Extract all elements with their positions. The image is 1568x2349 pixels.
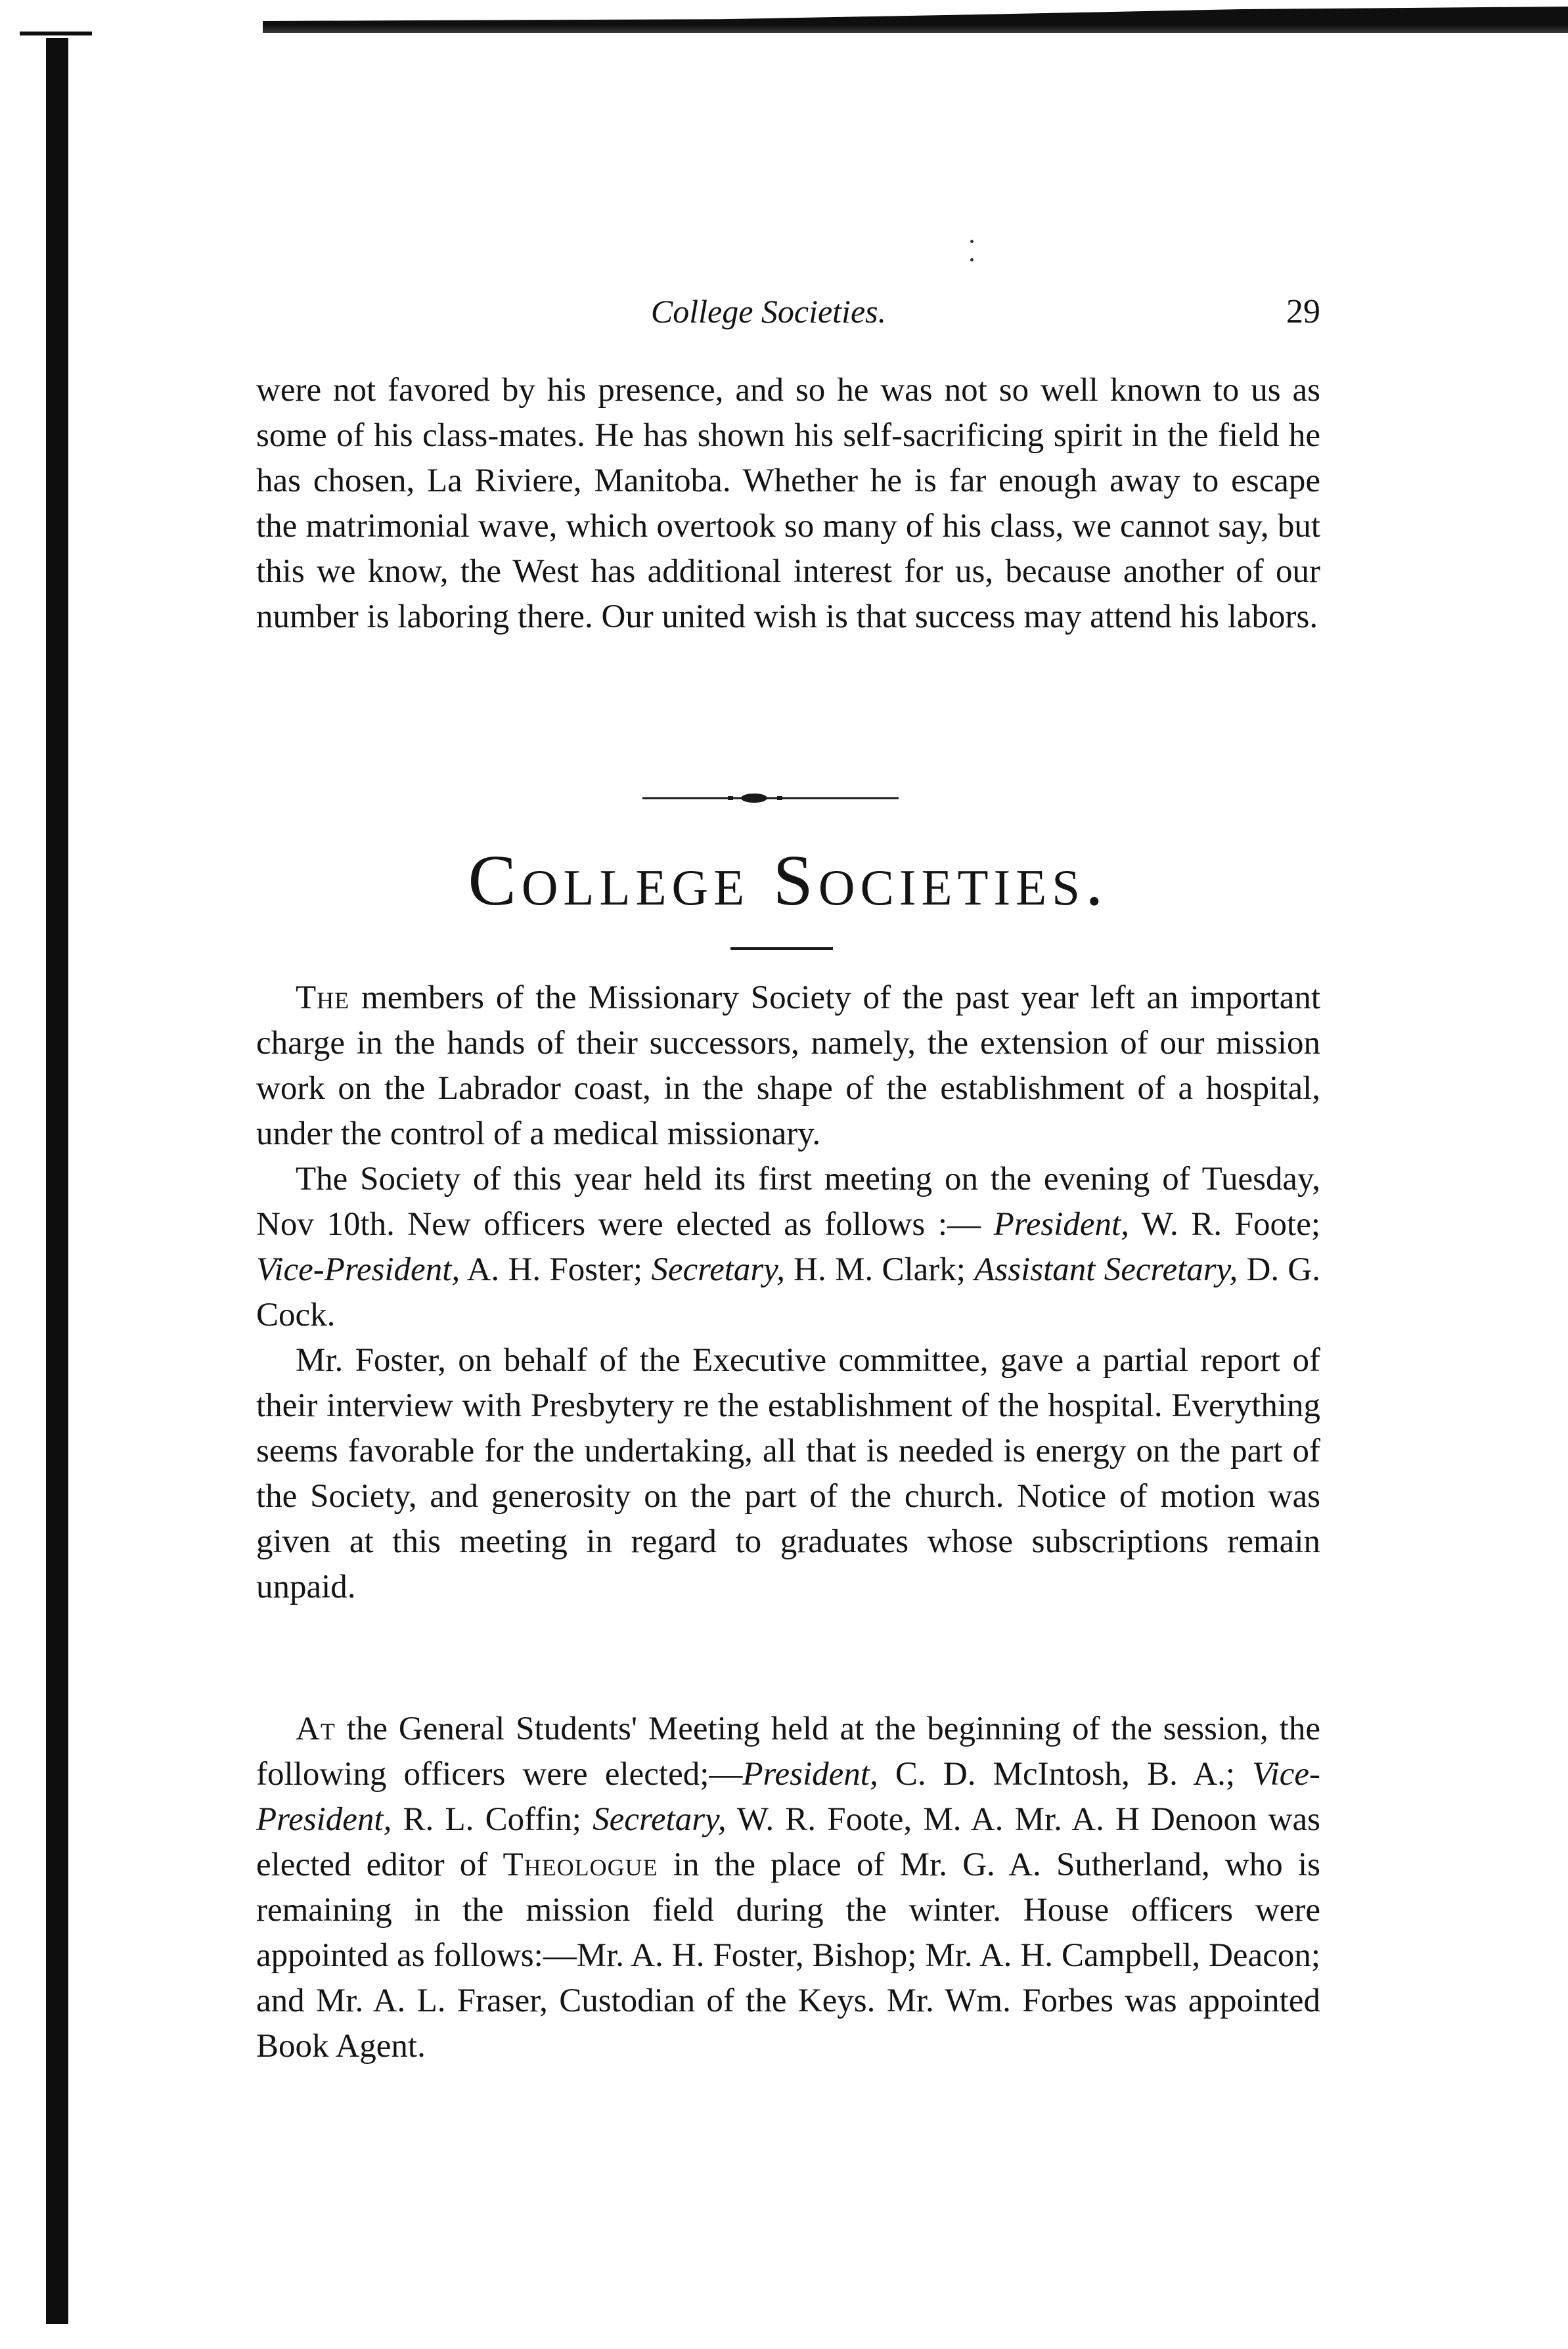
officer-name: H. M. Clark; [784, 1251, 975, 1288]
running-header [256, 292, 1320, 351]
paragraph-text: members of the Missionary Society of the past year left an important charge in the hands of their successors, namely, the extension of our mission work on the Labrador coast, in the shape of the establishment of a hospital, under the control of a medical missionary. [256, 979, 1320, 1152]
office-title: Vice-President, [256, 1251, 460, 1288]
scan-speck [970, 240, 974, 243]
office-title: President, [993, 1206, 1129, 1243]
lead-word: At [296, 1711, 336, 1747]
office-title: Secretary, [651, 1251, 785, 1288]
paragraph: Mr. Foster, on behalf of the Executive committee, gave a partial report of their interview with Presbytery re the establishment of the hospital. Everything seems favorable for the undertaking, all that is needed is energy on the part of the Society, and generosity on the part of the church. Notice of motion was given at this meeting in regard to graduates whose subscriptions remain unpaid. [256, 1342, 1320, 1605]
office-title: Secretary, [593, 1801, 727, 1838]
magazine-name: Theologue [503, 1846, 658, 1883]
page-number: 29 [1286, 293, 1320, 330]
paragraph: were not favored by his presence, and so he was not so well known to us as some of his class-mates. He has shown his self-sacrificing spirit in the field he has chosen, La Riviere, Manitoba. Whether he is far enough away to escape the matrimonial wave, which overtook so many of his class, we cannot say, but this we know, the West has additional interest for us, because another of our number is laboring there. Our united wish is that success may attend his labors. [256, 372, 1320, 635]
paragraph-text: W. R. Foote, M. A. Mr. A. H Denoon was elected editor of [256, 1801, 1320, 1883]
section-heading: College Societies. [468, 840, 1109, 920]
officer-name: D. G. Cock. [256, 1251, 1320, 1333]
office-title: Vice-President, [256, 1756, 1320, 1838]
paragraph [256, 1157, 1320, 1338]
missionary-society-section [256, 975, 1320, 1610]
officer-name: C. D. McIntosh, B. A.; [878, 1756, 1253, 1793]
office-title: President, [742, 1756, 878, 1793]
lead-word: The [296, 979, 350, 1016]
officer-name: W. R. Foote; [1129, 1206, 1321, 1243]
paragraph-text: in the place of Mr. G. A. Sutherland, who is remaining in the mission field during the winter. House officers were appointed as follows:—Mr. A. H. Foster, Bishop; Mr. A. H. Campbell, Deacon; and Mr. A. L. Fraser, Custodian of the Keys. Mr. Wm. Forbes was appointed Book Agent. [256, 1846, 1320, 2065]
officer-name: A. H. Foster; [460, 1251, 652, 1288]
paragraph [256, 1707, 1320, 2069]
office-title: Assistant Secretary, [974, 1251, 1238, 1288]
scan-speck [970, 258, 974, 261]
heading-rule [730, 947, 833, 950]
paragraph-text: the General Students' Meeting held at the beginning of the session, the following officers were elected;— [256, 1711, 1320, 1793]
running-title: College Societies. [650, 293, 887, 330]
students-meeting-section [256, 1707, 1320, 2069]
binding-edge [46, 38, 68, 2324]
scan-top-shadow [263, 7, 1568, 33]
paragraph [256, 975, 1320, 1157]
continued-paragraph [256, 368, 1320, 640]
ornamental-divider [642, 792, 899, 805]
binding-edge-cap [20, 32, 92, 35]
paragraph-text: The Society of this year held its first meeting on the evening of Tuesday, Nov 10th. New officers were elected as follows :— [256, 1161, 1320, 1243]
officer-name: R. L. Coffin; [392, 1801, 593, 1838]
